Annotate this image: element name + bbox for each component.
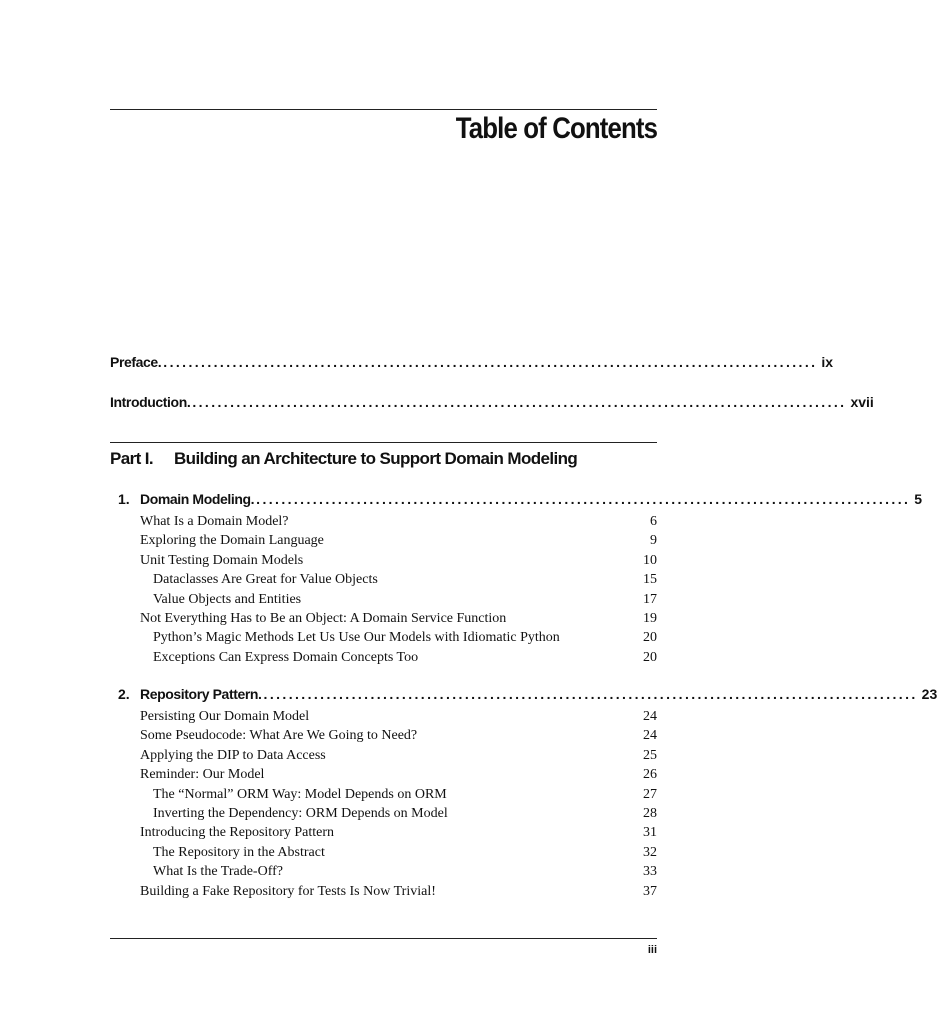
dot-leader: ........................................................................................................ [163, 354, 818, 370]
dot-leader: ........................................................................................................ [256, 491, 911, 507]
preface-label: Preface. [110, 354, 162, 370]
toc-entry[interactable] [0, 707, 768, 726]
chapter-2-entries [0, 707, 768, 901]
entry-title: The Repository in the Abstract [153, 844, 325, 860]
entry-title: Exploring the Domain Language [140, 533, 324, 549]
toc-entry[interactable] [0, 512, 768, 531]
chapter-page: 5 [914, 491, 923, 507]
toc-preface[interactable] [110, 354, 834, 370]
dot-leader: ........................................................................................................ [263, 686, 918, 702]
toc-subentry[interactable] [0, 628, 768, 647]
entry-page: 37 [643, 883, 657, 899]
entry-page: 26 [643, 767, 657, 783]
chapter-1-entries [0, 512, 768, 667]
entry-page: 28 [643, 805, 657, 821]
introduction-label: Introduction. [110, 394, 191, 410]
entry-page: 6 [650, 514, 657, 529]
part-number: Part I. [110, 449, 154, 468]
toc-subentry[interactable] [0, 648, 768, 667]
toc-subentry[interactable] [0, 570, 768, 589]
entry-page: 17 [643, 591, 657, 607]
toc-entry[interactable] [0, 882, 768, 901]
toc-subentry[interactable] [0, 862, 768, 881]
chapter-1-heading[interactable] [118, 491, 923, 507]
entry-title: Some Pseudocode: What Are We Going to Need? [140, 728, 418, 744]
entry-page: 25 [643, 747, 657, 763]
chapter-2-heading[interactable] [118, 686, 937, 702]
footer-rule [110, 938, 657, 939]
chapter-number: 2. [118, 686, 130, 702]
entry-title: Introducing the Repository Pattern [140, 825, 335, 841]
preface-page: ix [821, 354, 834, 370]
toc-subentry[interactable] [0, 843, 768, 862]
part-rule [110, 442, 657, 443]
part-heading [110, 449, 577, 469]
toc-entry[interactable] [0, 531, 768, 550]
entry-title: Inverting the Dependency: ORM Depends on Model [153, 805, 448, 821]
entry-title: Persisting Our Domain Model [140, 709, 310, 724]
entry-page: 20 [643, 630, 657, 646]
entry-page: 19 [643, 610, 657, 626]
entry-title: Building a Fake Repository for Tests Is Now Trivial! [140, 883, 436, 899]
toc-entry[interactable] [0, 765, 768, 784]
entry-page: 27 [643, 786, 657, 802]
entry-title: Reminder: Our Model [140, 767, 265, 783]
entry-page: 15 [643, 572, 657, 588]
entry-page: 24 [643, 709, 657, 724]
toc-subentry[interactable] [0, 785, 768, 804]
entry-title: What Is the Trade-Off? [153, 864, 283, 880]
chapter-title: Repository Pattern. [140, 686, 262, 702]
dot-leader: ........................................................................................................ [192, 394, 847, 410]
entry-title: What Is a Domain Model? [140, 514, 289, 529]
introduction-page: xvii [850, 394, 874, 410]
toc-subentry[interactable] [0, 804, 768, 823]
entry-page: 33 [643, 864, 657, 880]
toc-entry[interactable] [0, 551, 768, 570]
entry-page: 9 [650, 533, 657, 549]
entry-page: 31 [643, 825, 657, 841]
entry-page: 10 [643, 552, 657, 568]
entry-title: Value Objects and Entities [153, 591, 302, 607]
chapter-title: Domain Modeling. [140, 491, 255, 507]
entry-page: 24 [643, 728, 657, 744]
toc-entry[interactable] [0, 609, 768, 628]
entry-title: The “Normal” ORM Way: Model Depends on ORM [153, 786, 447, 802]
top-rule [110, 109, 657, 110]
entry-title: Not Everything Has to Be an Object: A Domain Service Function [140, 610, 507, 626]
page-title: Table of Contents [455, 112, 657, 145]
toc-subentry[interactable] [0, 590, 768, 609]
page-number: iii [647, 944, 657, 956]
toc-entry[interactable] [0, 726, 768, 745]
entry-title: Python’s Magic Methods Let Us Use Our Models with Idiomatic Python [153, 630, 560, 646]
toc-introduction[interactable] [110, 394, 874, 410]
entry-title: Applying the DIP to Data Access [140, 747, 326, 763]
chapter-page: 23 [921, 686, 937, 702]
entry-title: Dataclasses Are Great for Value Objects [153, 572, 378, 588]
entry-page: 20 [643, 649, 657, 665]
entry-title: Unit Testing Domain Models [140, 552, 304, 568]
toc-entry[interactable] [0, 823, 768, 842]
toc-entry[interactable] [0, 746, 768, 765]
entry-title: Exceptions Can Express Domain Concepts Too [153, 649, 419, 665]
part-title: Building an Architecture to Support Domain Modeling [174, 449, 578, 468]
entry-page: 32 [643, 844, 657, 860]
chapter-number: 1. [118, 491, 130, 507]
